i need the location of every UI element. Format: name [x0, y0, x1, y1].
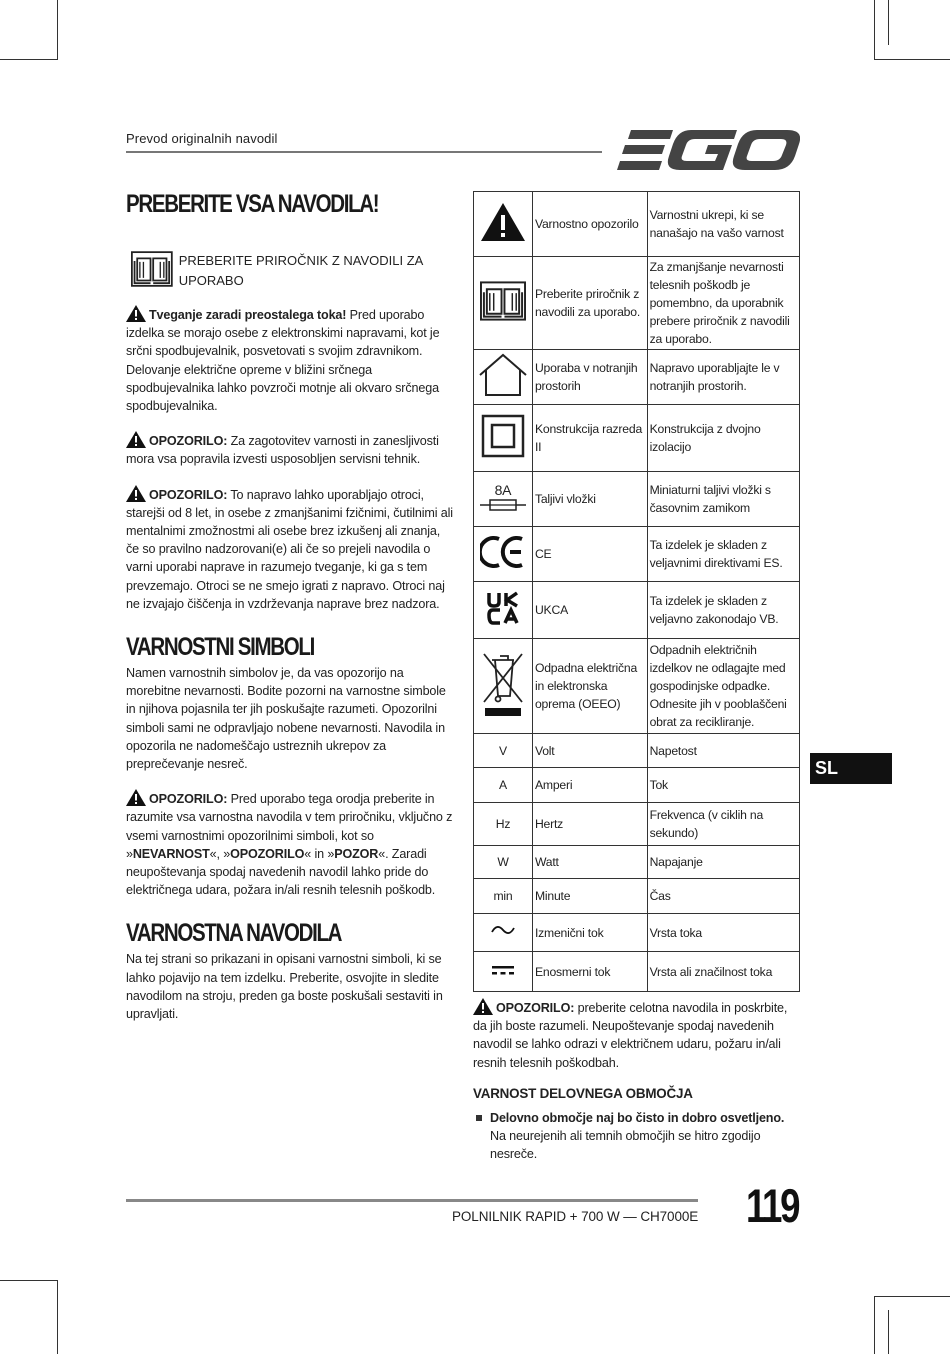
warning-paragraph-read-all [126, 789, 456, 899]
unit-symbol: A [474, 768, 533, 803]
heading-read-instructions: PREBERITE VSA NAVODILA! [126, 190, 379, 218]
header-title: Prevod originalnih navodil [126, 131, 278, 146]
work-area-safety-heading: VARNOST DELOVNEGA OBMOČJA [473, 1085, 693, 1101]
warning-label: OPOZORILO: [149, 434, 228, 449]
header-rule [126, 151, 602, 153]
warning-triangle-icon [126, 485, 146, 502]
ce-mark-icon [480, 535, 526, 569]
safety-symbols-table [473, 191, 800, 992]
symbol-cell [474, 952, 533, 992]
symbol-meaning: Čas [647, 879, 799, 914]
symbol-meaning: Za zmanjšanje nevarnosti telesnih poškodb je pomembno, da uporabnik prebere priročnik z navodili za uporabo. [647, 257, 799, 350]
table-row [474, 582, 800, 639]
unit-symbol: V [474, 734, 533, 768]
warning-triangle-icon [126, 789, 146, 806]
unit-symbol: W [474, 846, 533, 879]
symbol-meaning: Miniaturni taljivi vložki s časovnim zamikom [647, 472, 799, 527]
symbol-name: UKCA [532, 582, 647, 639]
symbol-name: Konstrukcija razreda II [532, 405, 647, 472]
table-row [474, 803, 800, 846]
warning-label: OPOZORILO: [496, 1001, 575, 1015]
table-row [474, 472, 800, 527]
crop-mark [874, 59, 950, 60]
warning-paragraph-repairs [126, 431, 456, 468]
unit-symbol: min [474, 879, 533, 914]
caution-word: POZOR [334, 846, 379, 861]
read-manual-icon [480, 281, 526, 321]
table-row [474, 768, 800, 803]
symbol-name: Volt [532, 734, 647, 768]
warning-label: OPOZORILO: [149, 487, 228, 502]
symbol-name: Varnostno opozorilo [532, 192, 647, 257]
ukca-mark-icon [486, 591, 520, 625]
symbol-meaning: Vrsta ali značilnost toka [647, 952, 799, 992]
symbol-meaning: Napetost [647, 734, 799, 768]
right-column [473, 998, 803, 1163]
footer-product: POLNILNIK RAPID + 700 W — CH7000E [452, 1209, 699, 1224]
table-row [474, 914, 800, 952]
table-row [474, 734, 800, 768]
risk-text: Pred uporabo izdelka se morajo osebe z elektronskimi napravami, kot je srčni spodbujevalnik, posvetovati s svojim zdravnikom. Delovanje električne opreme v bližini srčnega spodbujevalnika lahko povzroči motnje ali okvaro srčnega spodbujevalnika. [126, 308, 440, 414]
list-item [473, 1109, 803, 1164]
read-manual-icon [131, 249, 173, 289]
manual-notice-text: PREBERITE PRIROČNIK Z NAVODILI ZA UPORABO [178, 253, 423, 288]
symbol-cell [474, 527, 533, 582]
crop-mark [888, 0, 889, 45]
symbol-meaning: Napajanje [647, 846, 799, 879]
crop-mark [874, 1296, 875, 1354]
symbol-name: Amperi [532, 768, 647, 803]
table-row [474, 879, 800, 914]
symbol-cell [474, 582, 533, 639]
symbol-cell [474, 350, 533, 405]
warning-text: «. Zaradi neupoštevanja spodaj navedenih navodil lahko pride do električnega udara, požara in/ali resnih telesnih poškodb. [126, 846, 436, 898]
ego-logo [617, 130, 800, 170]
symbols-intro-paragraph: Namen varnostnih simbolov je, da vas opozorijo na morebitne nevarnosti. Bodite pozorni na varnostne simbole in njihova pojasnila ter jih poskušajte razumeti. Opozorilni simboli sami ne odpravljajo nobene nevarnosti. Navodila in opozorila ne nadomeščajo ustreznih ukrepov za preprečevanje nesreč. [126, 666, 446, 772]
crop-mark [57, 1280, 58, 1354]
symbol-meaning: Ta izdelek je skladen z veljavno zakonodajo VB. [647, 582, 799, 639]
crop-mark [0, 59, 58, 60]
warning-triangle-icon [480, 202, 526, 242]
symbol-name: Minute [532, 879, 647, 914]
warning-triangle-icon [126, 431, 146, 448]
warning-text: preberite celotna navodila in poskrbite, da jih boste razumeli. Neupoštevanje spodaj navedenih navodil se lahko odrazi v električnem udaru, požaru in/ali resnih telesnih poškodbah. [473, 1001, 788, 1070]
footer-rule [126, 1199, 698, 1202]
residual-current-paragraph [126, 305, 456, 415]
crop-mark [57, 0, 58, 60]
symbol-name: Odpadna električna in elektronska oprema (OEEO) [532, 639, 647, 734]
fuse-icon [480, 499, 526, 511]
page-number: 119 [746, 1179, 799, 1232]
symbol-cell [474, 405, 533, 472]
symbol-name: Hertz [532, 803, 647, 846]
symbol-cell [474, 192, 533, 257]
symbol-meaning: Tok [647, 768, 799, 803]
symbol-meaning: Frekvenca (v ciklih na sekundo) [647, 803, 799, 846]
crop-mark [888, 1310, 889, 1354]
bullet-bold: Delovno območje naj bo čisto in dobro osvetljeno. [490, 1110, 785, 1125]
separator: «, » [209, 846, 231, 861]
risk-title: Tveganje zaradi preostalega toka! [149, 308, 347, 322]
crop-mark [874, 0, 875, 60]
warning-triangle-icon [126, 305, 146, 322]
symbol-name: Izmenični tok [532, 914, 647, 952]
warning-text: To napravo lahko uporabljajo otroci, starejši od 8 let, in osebe z zmanjšanimi fzičnimi, čutilnimi ali mentalnimi zmožnostmi ali osebe brez izkušenj ali znanja, če so pravilno nadzorovani(e) ali če so prejeli navodila o varni uporabi naprave in razumejo tveganje, ki ga s tem prevzemajo. Otroci se ne smejo igrati z napravo. Otroci naj ne izvajajo čiščenja in vzdrževanja naprave brez nadzora. [126, 487, 453, 611]
danger-word: NEVARNOST [132, 846, 210, 861]
class-ii-icon [481, 414, 525, 458]
symbol-meaning: Vrsta toka [647, 914, 799, 952]
symbol-cell [474, 639, 533, 734]
symbol-cell [474, 914, 533, 952]
symbol-cell [474, 472, 533, 527]
table-row [474, 952, 800, 992]
table-row [474, 405, 800, 472]
instructions-paragraph: Na tej strani so prikazani in opisani varnostni simboli, ki se lahko pojavijo na tem izdelku. Preberite, osvojite in sledite navodilom na stroju, preden ga boste poskušali sestaviti in upravljati. [126, 952, 443, 1022]
symbol-meaning: Ta izdelek je skladen z veljavnimi direktivami ES. [647, 527, 799, 582]
symbol-name: Uporaba v notranjih prostorih [532, 350, 647, 405]
symbol-name: Preberite priročnik z navodili za uporabo. [532, 257, 647, 350]
warning-paragraph-read-instructions [473, 998, 803, 1072]
symbol-name: CE [532, 527, 647, 582]
table-row [474, 527, 800, 582]
table-row [474, 350, 800, 405]
warning-word: OPOZORILO [230, 846, 305, 861]
symbol-name: Watt [532, 846, 647, 879]
warning-text: Za zagotovitev varnosti in zanesljivosti mora vsa popravila izvesti usposobljen servisni tehnik. [126, 434, 439, 467]
warning-text: Pred uporabo tega orodja preberite in razumite vsa varnostna navodila v tem priročniku, vključno z vsemi varnostnimi opozorilnimi simboli, kot so » [126, 792, 453, 861]
unit-symbol: Hz [474, 803, 533, 846]
heading-safety-symbols: VARNOSTNI SIMBOLI [126, 633, 315, 662]
language-tab: SL [810, 753, 892, 784]
separator: « in » [304, 846, 335, 861]
table-row [474, 192, 800, 257]
left-column [126, 190, 456, 1023]
crop-mark [874, 1296, 950, 1297]
heading-safety-instructions: VARNOSTNA NAVODILA [126, 919, 342, 948]
table-row [474, 846, 800, 879]
crop-mark [0, 1280, 58, 1281]
symbol-meaning: Napravo uporabljajte le v notranjih prostorih. [647, 350, 799, 405]
indoor-house-icon [478, 353, 528, 397]
fuse-rating: 8A [494, 482, 512, 498]
table-row [474, 257, 800, 350]
warning-triangle-icon [473, 998, 493, 1015]
symbol-meaning: Konstrukcija z dvojno izolacijo [647, 405, 799, 472]
table-row [474, 639, 800, 734]
symbol-cell [474, 257, 533, 350]
bullet-text: Na neurejenih ali temnih območjih se hitro zgodijo nesreče. [490, 1129, 761, 1162]
ac-current-icon [491, 923, 515, 937]
symbol-meaning: Odpadnih električnih izdelkov ne odlagajte med gospodinjske odpadke. Odnesite jih v pooblaščeni obrat za recikliranje. [647, 639, 799, 734]
symbol-meaning: Varnostni ukrepi, ki se nanašajo na vašo varnost [647, 192, 799, 257]
warning-paragraph-children [126, 485, 456, 613]
weee-bin-icon [480, 650, 526, 718]
dc-current-icon [491, 964, 515, 976]
symbol-name: Taljivi vložki [532, 472, 647, 527]
manual-notice [131, 249, 456, 291]
symbol-name: Enosmerni tok [532, 952, 647, 992]
warning-label: OPOZORILO: [149, 792, 228, 807]
